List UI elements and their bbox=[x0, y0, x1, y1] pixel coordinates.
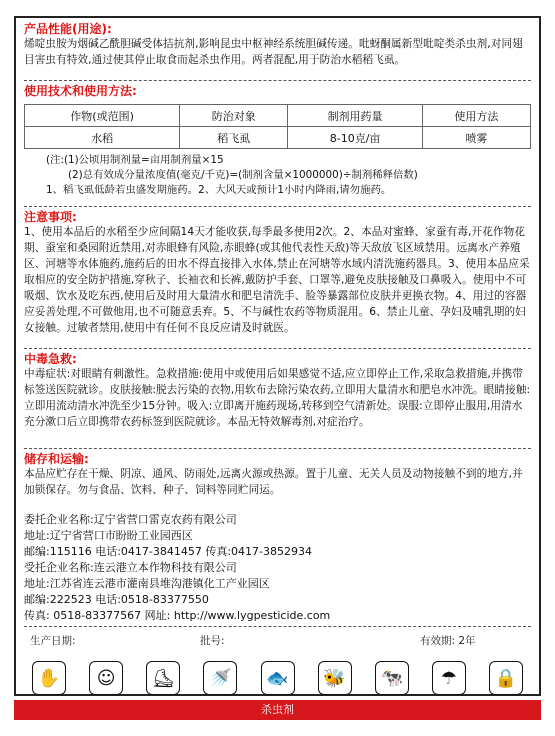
usage-cell-method: 喷雾 bbox=[422, 127, 530, 149]
usage-heading: 使用技术和使用方法: bbox=[24, 84, 137, 98]
usage-cell-crop: 水稻 bbox=[25, 127, 180, 149]
usage-header-dosage: 制剂用药量 bbox=[288, 105, 423, 127]
storage-text: 本品应贮存在干燥、阴凉、通风、防雨处,远离火源或热源。置于儿童、无关人员及动物接触不到的地方,并加锁保存。勿与食品、饮料、种子、饲料等同贮同运。 bbox=[24, 468, 523, 496]
category-bar: 杀虫剂 bbox=[14, 700, 541, 720]
properties-heading: 产品性能(用途): bbox=[24, 22, 112, 36]
divider bbox=[24, 80, 531, 81]
validity-label: 有效期: 2年 bbox=[420, 635, 476, 647]
usage-table bbox=[24, 104, 531, 149]
usage-note-3: 1、稻飞虱低龄若虫盛发期施药。2、大风天或预计1小时内降雨,请勿施药。 bbox=[46, 184, 392, 196]
section-usage bbox=[24, 84, 531, 198]
usage-header-target: 防治对象 bbox=[180, 105, 288, 127]
trustee-company-contact: 邮编:222523 电话:0518-83377550 bbox=[24, 593, 209, 606]
usage-cell-dosage: 8-10克/亩 bbox=[288, 127, 423, 149]
section-company bbox=[24, 512, 531, 624]
section-cautions bbox=[24, 210, 531, 336]
boots-icon: ⛸ bbox=[146, 661, 180, 695]
storage-heading: 储存和运输: bbox=[24, 452, 89, 466]
mask-icon: ☺ bbox=[89, 661, 123, 695]
divider bbox=[24, 448, 531, 449]
cautions-heading: 注意事项: bbox=[24, 210, 77, 224]
poisoning-text: 中毒症状:对眼睛有刺激性。急救措施:使用中或使用后如果感觉不适,应立即停止工作,采取急救措施,并携带标签送医院就诊。皮肤接触:脱去污染的衣物,用软布去除污染农药,立即用大量清水和肥皂水冲洗。眼睛接触:立即用流动清水冲洗至少15分钟。吸入:立即离开施药现场,转移到空气清新处。误服:立即停止服用,用清水充分漱口后立即携带农药标签到医院就诊。本品无特效解毒剂,对症治疗。 bbox=[24, 368, 531, 428]
usage-note-1: (注:(1)公顷用制剂量=亩用制剂量×15 bbox=[46, 154, 224, 166]
trustee-company-fax-web: 传真: 0518-83377567 网址: http://www.lygpesticide.com bbox=[24, 609, 331, 622]
keep-from-livestock-icon: 🐄 bbox=[375, 661, 409, 695]
wash-icon: 🚿 bbox=[203, 661, 237, 695]
section-storage bbox=[24, 452, 531, 498]
section-properties bbox=[24, 22, 531, 68]
trustee-company-address: 地址:江苏省连云港市灌南县堆沟港镇化工产业园区 bbox=[24, 577, 270, 590]
rubber-gloves-icon: ✋ bbox=[32, 661, 66, 695]
usage-note-2: (2)总有效成分量浓度值(毫克/千克)=(制剂含量×1000000)÷制剂稀释倍数) bbox=[68, 169, 418, 181]
entrust-company-contact: 邮编:115116 电话:0417-3841457 传真:0417-3852934 bbox=[24, 545, 313, 558]
properties-text: 烯啶虫胺为烟碱乙酰胆碱受体拮抗剂,影响昆虫中枢神经系统胆碱传递。吡蚜酮属新型吡啶类杀虫剂,对同翅目害虫有特效,通过使其停止取食而起杀虫作用。两者混配,用于防治水稻稻飞虱。 bbox=[24, 38, 523, 66]
dangerous-to-fish-icon: 🐟 bbox=[261, 661, 295, 695]
entrust-company-address: 地址:辽宁省营口市盼盼工业园西区 bbox=[24, 529, 193, 542]
usage-cell-target: 稻飞虱 bbox=[180, 127, 288, 149]
entrust-company-name: 委托企业名称:辽宁省营口雷克农药有限公司 bbox=[24, 513, 237, 526]
poisoning-heading: 中毒急救: bbox=[24, 352, 77, 366]
safety-pictograms bbox=[32, 658, 523, 698]
batch-label: 批号: bbox=[200, 635, 225, 647]
section-poisoning bbox=[24, 352, 531, 430]
trustee-company-name: 受托企业名称:连云港立本作物科技有限公司 bbox=[24, 561, 237, 574]
divider bbox=[24, 348, 531, 349]
spray-icon: ☂ bbox=[432, 661, 466, 695]
divider bbox=[24, 206, 531, 207]
toxic-to-bees-icon: 🐝 bbox=[318, 661, 352, 695]
divider bbox=[24, 626, 531, 627]
usage-header-method: 使用方法 bbox=[422, 105, 530, 127]
usage-header-crop: 作物(或范围) bbox=[25, 105, 180, 127]
cautions-text: 1、使用本品后的水稻至少应间隔14天才能收获,每季最多使用2次。2、本品对蜜蜂、家蚕有毒,开花作物花期、蚕室和桑园附近禁用,对赤眼蜂有风险,赤眼蜂(或其他代表性天敌)等天敌放飞区域禁用。远离水产养殖区、河塘等水体施药,施药后的田水不得直接排入水体,禁止在河塘等水域内清洗施药器具。3、使用本品应采取相应的安全防护措施,穿秋子、长袖衣和长裤,戴防护手套、口罩等,避免皮肤接触及口鼻吸入。使用中不可吸烟、饮水及吃东西,使用后及时用大量清水和肥皂清洗手、脸等暴露部位皮肤并更换衣物。4、用过的容器应妥善处理,不可做他用,也不可随意丢弃。5、不与碱性农药等物质混用。6、禁止儿童、孕妇及哺乳期的妇女接触。过敏者禁用,使用中有任何不良反应请及时就医。 bbox=[24, 226, 530, 334]
child-lock-icon: 🔒 bbox=[489, 661, 523, 695]
production-date-label: 生产日期: bbox=[30, 635, 76, 647]
